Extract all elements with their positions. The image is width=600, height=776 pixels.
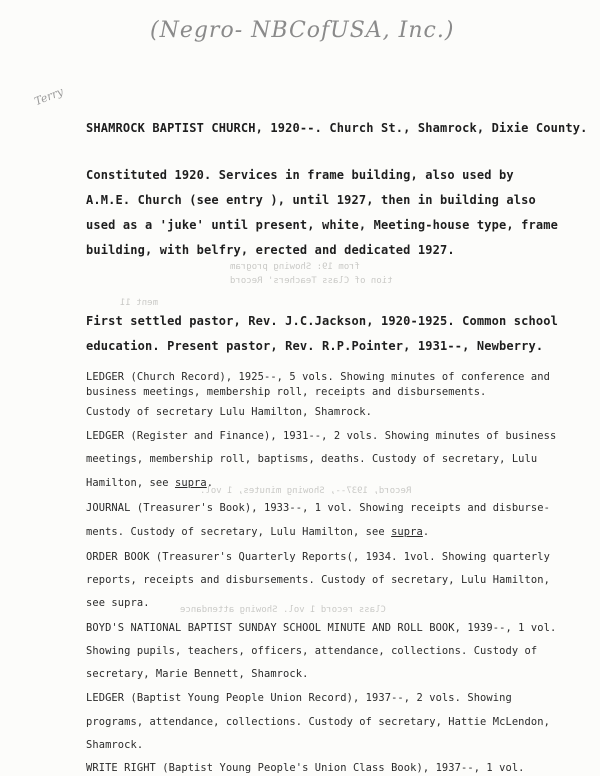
record-entry-line: LEDGER (Church Record), 1925--, 5 vols. Showing minutes of conference and — [86, 371, 550, 383]
record-text: ments. Custody of secretary, Lulu Hamilton, see — [86, 526, 392, 538]
bleed-through-mark: Record, 1937--, Showing minutes, 1 vol. — [200, 486, 412, 496]
record-entry-line: ORDER BOOK (Treasurer's Quarterly Reports(, 1934. 1vol. Showing quarterly — [86, 551, 550, 563]
record-text: . — [422, 526, 430, 538]
bleed-through-mark: ment 11 — [120, 298, 158, 308]
record-entry-line — [86, 526, 429, 538]
record-entry-line: see supra. — [86, 597, 150, 609]
pastor-line: education. Present pastor, Rev. R.P.Pointer, 1931--, Newberry. — [86, 339, 544, 353]
bleed-through-mark: Class record 1 vol. Showing attendance — [180, 605, 386, 615]
supra-reference: supra — [391, 526, 423, 538]
history-line: A.M.E. Church (see entry ), until 1927, then in building also — [86, 193, 536, 207]
record-entry-line: LEDGER (Baptist Young People Union Record), 1937--, 2 vols. Showing — [86, 692, 512, 704]
record-entry-line: programs, attendance, collections. Custody of secretary, Hattie McLendon, — [86, 716, 550, 728]
church-heading: SHAMROCK BAPTIST CHURCH, 1920--. Church St., Shamrock, Dixie County. — [86, 121, 588, 135]
bleed-through-mark: from 19: Showing program — [230, 262, 361, 272]
handwritten-annotation-margin: Terry — [32, 84, 66, 109]
history-line: building, with belfry, erected and dedicated 1927. — [86, 243, 455, 257]
record-entry-line: BOYD'S NATIONAL BAPTIST SUNDAY SCHOOL MINUTE AND ROLL BOOK, 1939--, 1 vol. — [86, 622, 557, 634]
record-entry-line: meetings, membership roll, baptisms, deaths. Custody of secretary, Lulu — [86, 453, 538, 465]
supra-reference: supra — [174, 477, 207, 489]
record-entry-line: business meetings, membership roll, receipts and disbursements. — [86, 386, 487, 398]
record-entry-line: Custody of secretary Lulu Hamilton, Shamrock. — [86, 406, 373, 418]
record-entry-line: secretary, Marie Bennett, Shamrock. — [86, 668, 309, 680]
pastor-line: First settled pastor, Rev. J.C.Jackson, 1920-1925. Common school — [86, 314, 558, 328]
record-entry-line: Shamrock. — [86, 739, 144, 751]
history-line: used as a 'juke' until present, white, Meeting-house type, frame — [86, 218, 558, 232]
record-entry-line: reports, receipts and disbursements. Custody of secretary, Lulu Hamilton, — [86, 574, 550, 586]
record-entry-line: WRITE RIGHT (Baptist Young People's Union Class Book), 1937--, 1 vol. — [86, 762, 525, 774]
record-entry-line: JOURNAL (Treasurer's Book), 1933--, 1 vol. Showing receipts and disburse- — [86, 502, 550, 514]
record-entry-line — [86, 477, 213, 489]
record-text: Hamilton, see — [86, 477, 175, 489]
history-line: Constituted 1920. Services in frame building, also used by — [86, 168, 514, 182]
bleed-through-mark: tion of Class Teachers' Record — [230, 276, 393, 286]
record-entry-line: Showing pupils, teachers, officers, attendance, collections. Custody of — [86, 645, 538, 657]
handwritten-annotation-top: (Negro- NBCofUSA, Inc.) — [150, 18, 455, 43]
record-text: . — [206, 477, 214, 489]
record-entry-line: LEDGER (Register and Finance), 1931--, 2 vols. Showing minutes of business — [86, 430, 557, 442]
